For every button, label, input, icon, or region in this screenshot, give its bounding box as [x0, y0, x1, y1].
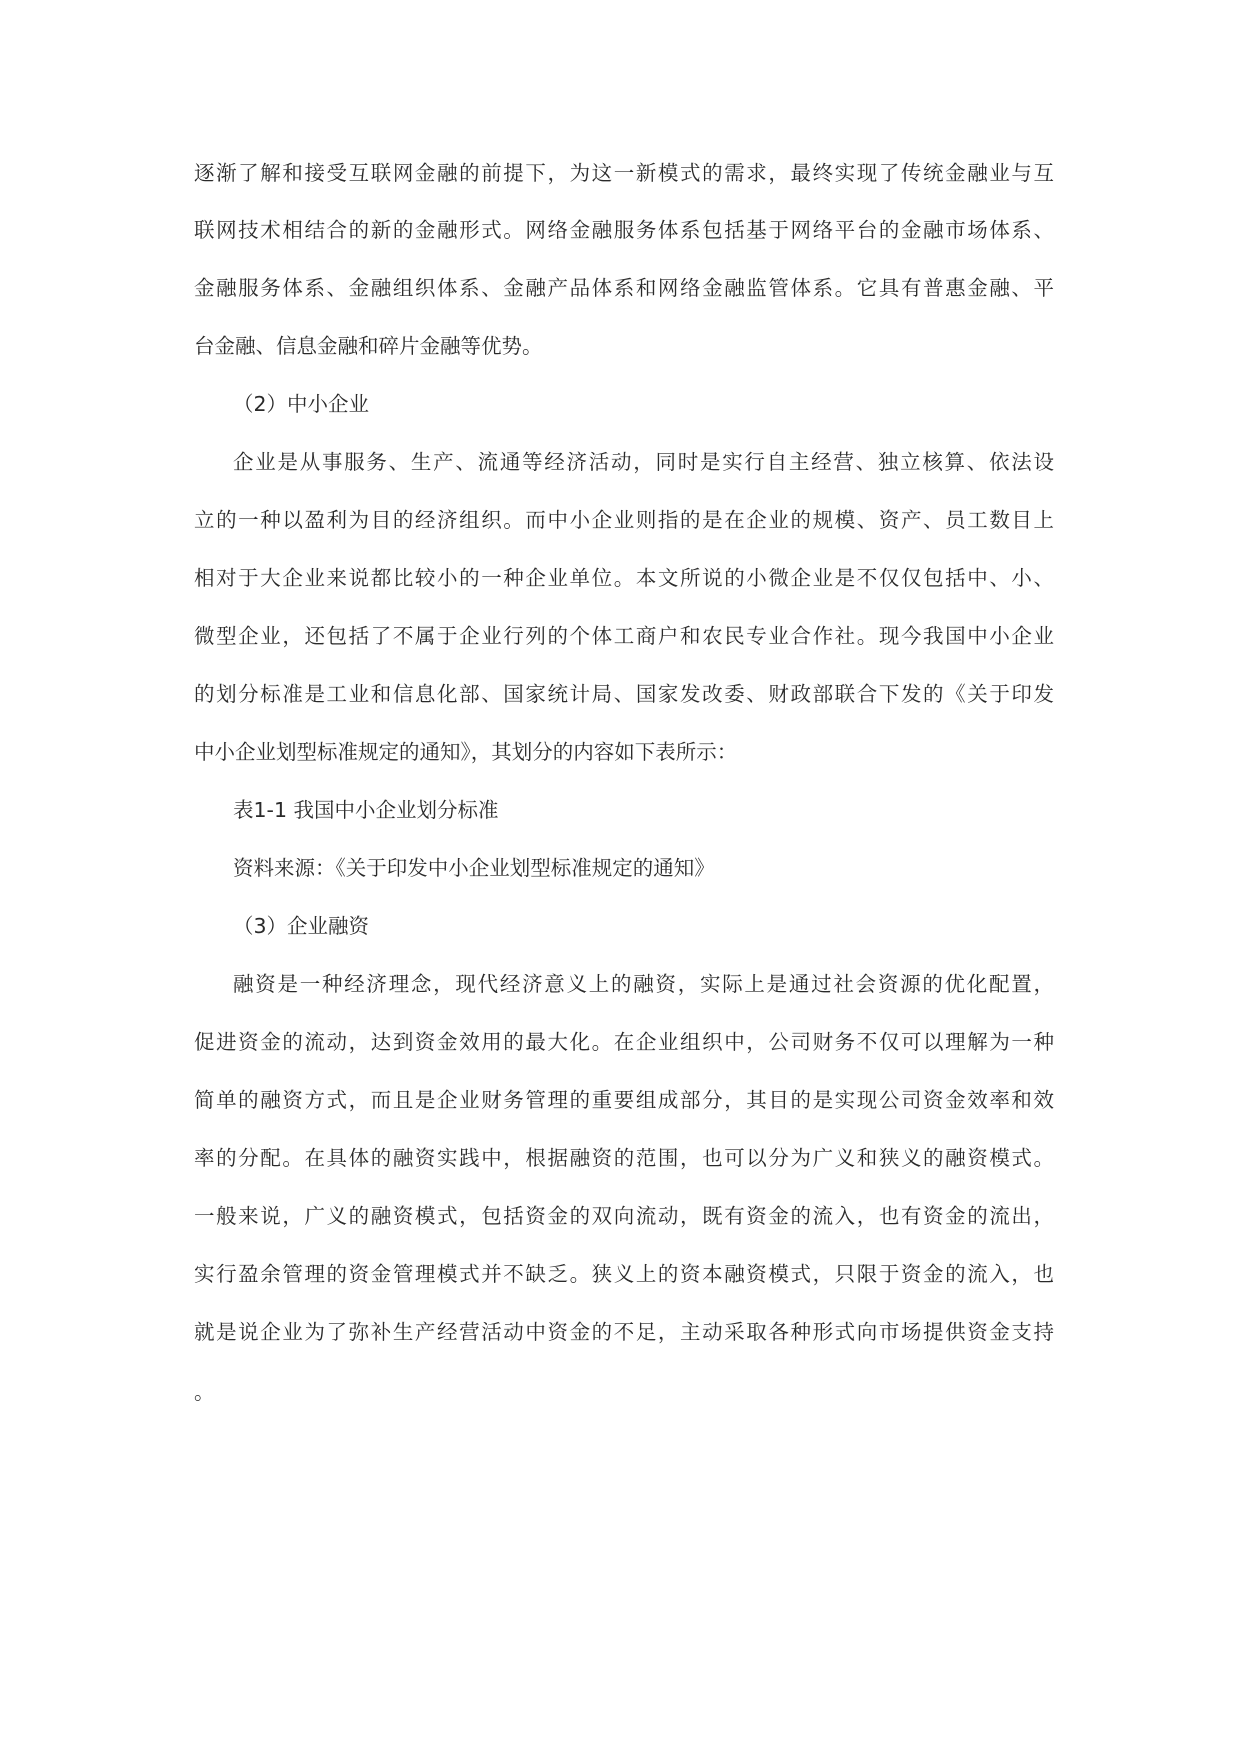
- paragraph-line: 促进资金的流动，达到资金效用的最大化。在企业组织中，公司财务不仅可以理解为一种: [194, 1030, 1054, 1054]
- paragraph-line: 立的一种以盈利为目的经济组织。而中小企业则指的是在企业的规模、资产、员工数目上: [194, 508, 1054, 532]
- paragraph-line: 微型企业，还包括了不属于企业行列的个体工商户和农民专业合作社。现今我国中小企业: [194, 624, 1054, 648]
- section-heading: （3）企业融资: [233, 914, 370, 938]
- table-caption: 表1-1 我国中小企业划分标准: [233, 798, 499, 822]
- paragraph-line: 融资是一种经济理念，现代经济意义上的融资，实际上是通过社会资源的优化配置，: [233, 972, 1054, 996]
- paragraph-line: 联网技术相结合的新的金融形式。网络金融服务体系包括基于网络平台的金融市场体系、: [194, 218, 1054, 242]
- paragraph-line: 金融服务体系、金融组织体系、金融产品体系和网络金融监管体系。它具有普惠金融、平: [194, 276, 1054, 300]
- paragraph-line: 简单的融资方式，而且是企业财务管理的重要组成部分，其目的是实现公司资金效率和效: [194, 1088, 1054, 1112]
- paragraph-line: 率的分配。在具体的融资实践中，根据融资的范围，也可以分为广义和狭义的融资模式。: [194, 1146, 1054, 1170]
- paragraph-line: 就是说企业为了弥补生产经营活动中资金的不足，主动采取各种形式向市场提供资金支持: [194, 1320, 1054, 1344]
- paragraph-line: 企业是从事服务、生产、流通等经济活动，同时是实行自主经营、独立核算、依法设: [233, 450, 1054, 474]
- table-source: 资料来源：《关于印发中小企业划型标准规定的通知》: [233, 856, 715, 880]
- paragraph-line: 中小企业划型标准规定的通知》，其划分的内容如下表所示：: [194, 740, 738, 764]
- section-heading: （2）中小企业: [233, 392, 370, 416]
- paragraph-line: 。: [194, 1380, 215, 1404]
- paragraph-line: 的划分标准是工业和信息化部、国家统计局、国家发改委、财政部联合下发的《关于印发: [194, 682, 1054, 706]
- paragraph-line: 实行盈余管理的资金管理模式并不缺乏。狭义上的资本融资模式，只限于资金的流入，也: [194, 1262, 1054, 1286]
- paragraph-line: 相对于大企业来说都比较小的一种企业单位。本文所说的小微企业是不仅仅包括中、小、: [194, 566, 1054, 590]
- paragraph-line: 逐渐了解和接受互联网金融的前提下，为这一新模式的需求，最终实现了传统金融业与互: [194, 161, 1054, 185]
- paragraph-line: 台金融、信息金融和碎片金融等优势。: [194, 334, 543, 358]
- paragraph-line: 一般来说，广义的融资模式，包括资金的双向流动，既有资金的流入，也有资金的流出，: [194, 1204, 1054, 1228]
